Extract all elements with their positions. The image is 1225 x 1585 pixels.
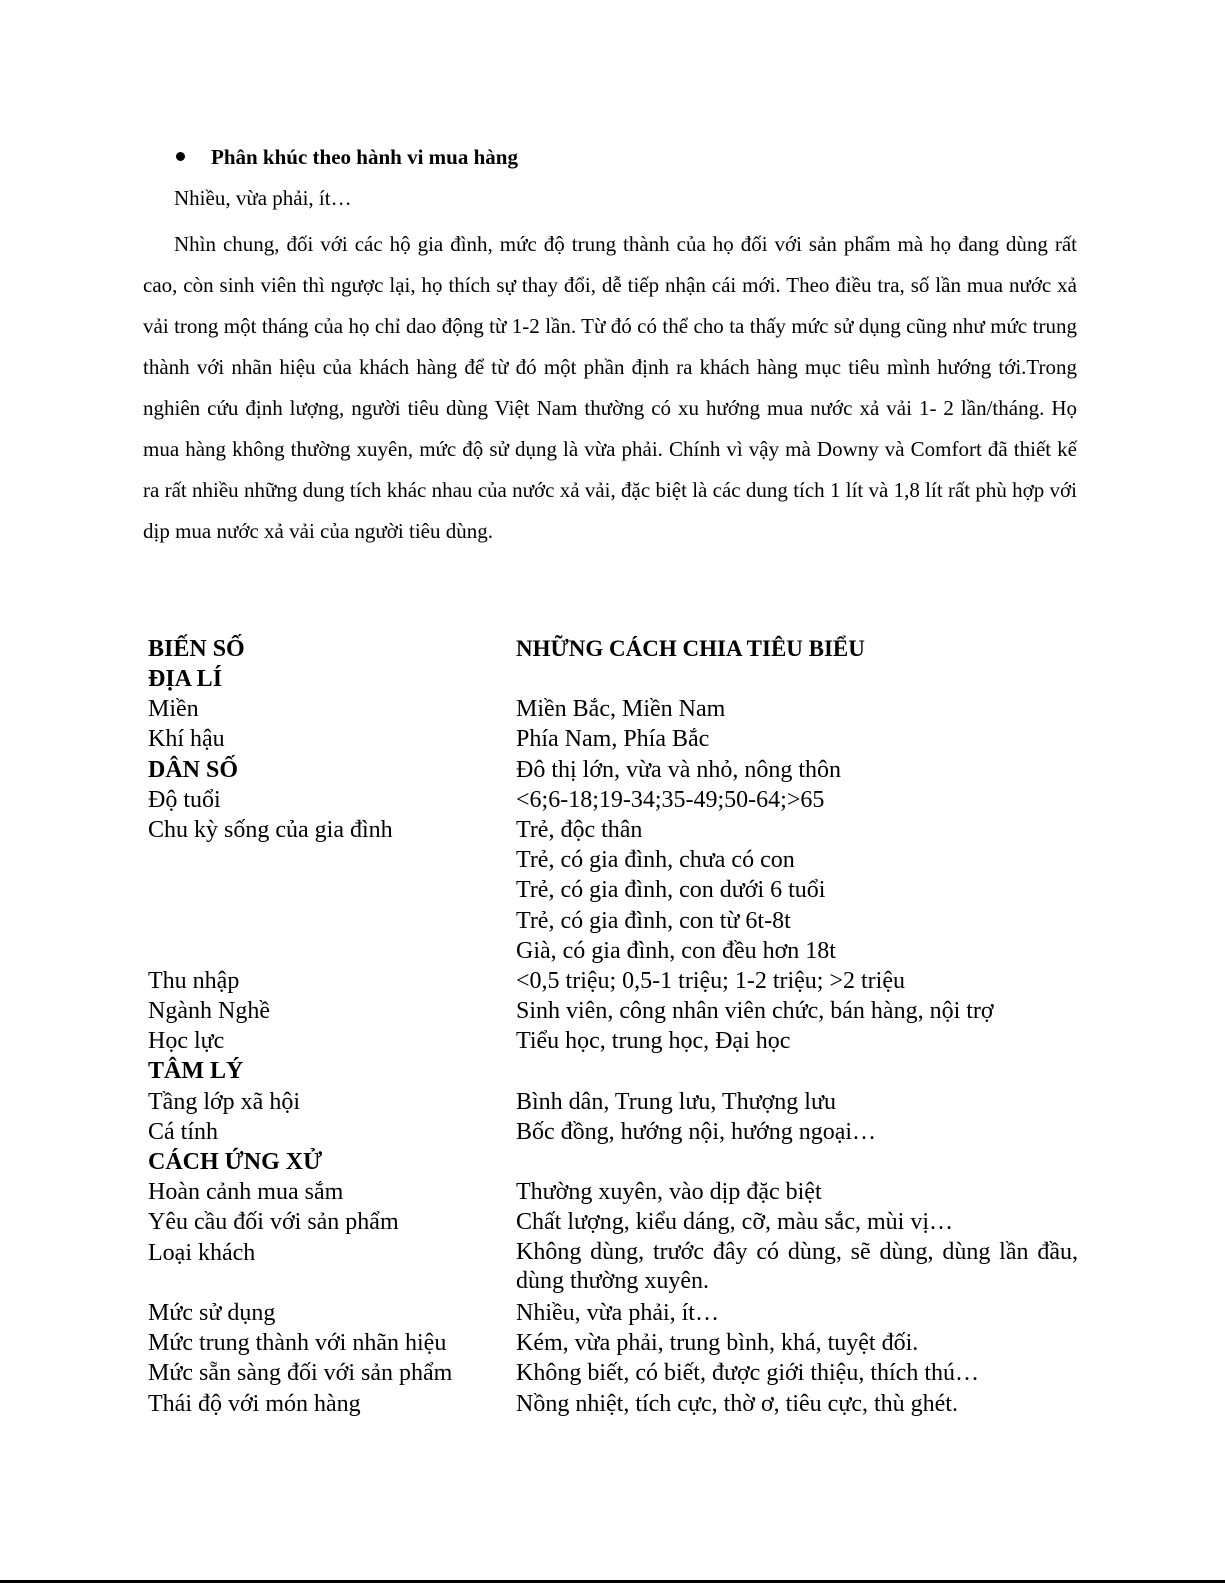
variable-cell: [148, 936, 516, 966]
table-row: [148, 1298, 1078, 1328]
table-row: [148, 1147, 1078, 1177]
table-row: [148, 1328, 1078, 1358]
table-row: [148, 785, 1078, 815]
division-cell: Kém, vừa phải, trung bình, khá, tuyệt đối.: [516, 1330, 919, 1357]
division-cell: Trẻ, có gia đình, con dưới 6 tuổi: [516, 877, 826, 904]
table-row: [148, 694, 1078, 724]
table-row: [148, 1358, 1078, 1388]
header-divisions: NHỮNG CÁCH CHIA TIÊU BIỂU: [516, 636, 865, 661]
division-cell: Trẻ, độc thân: [516, 816, 643, 843]
division-cell: Nhiều, vừa phải, ít…: [516, 1299, 719, 1326]
variable-cell: Mức trung thành với nhãn hiệu: [148, 1330, 447, 1357]
table-row: [148, 1207, 1078, 1237]
table-row: [148, 1238, 1078, 1298]
division-cell: Không dùng, trước đây có dùng, sẽ dùng, dùng lần đầu, dùng thường xuyên.: [516, 1238, 1078, 1294]
variable-cell: Tầng lớp xã hội: [148, 1088, 300, 1115]
division-cell: Tiểu học, trung học, Đại học: [516, 1028, 791, 1055]
table-row: [148, 966, 1078, 996]
division-cell: Miền Bắc, Miền Nam: [516, 696, 726, 723]
variable-cell: Yêu cầu đối với sản phẩm: [148, 1209, 399, 1236]
division-cell: Trẻ, có gia đình, con từ 6t-8t: [516, 907, 791, 934]
division-cell: Bốc đồng, hướng nội, hướng ngoại…: [516, 1118, 877, 1145]
variable-cell: Loại khách: [148, 1239, 256, 1266]
division-cell: [516, 1056, 1078, 1086]
variable-cell: Khí hậu: [148, 726, 225, 753]
division-cell: [516, 1147, 1078, 1177]
section-heading-text: Phân khúc theo hành vi mua hàng: [211, 145, 518, 169]
variable-cell: Độ tuổi: [148, 786, 221, 813]
table-row: [148, 845, 1078, 875]
table-header: [148, 634, 1078, 664]
division-cell: Già, có gia đình, con đều hơn 18t: [516, 937, 836, 964]
table-row: [148, 906, 1078, 936]
table-body: [148, 664, 1078, 1419]
bullet-icon: [176, 152, 185, 161]
variable-cell: [148, 906, 516, 936]
section-label: CÁCH ỨNG XỬ: [148, 1149, 323, 1175]
variable-cell: Thu nhập: [148, 967, 240, 994]
table-row: [148, 1177, 1078, 1207]
section-label: DÂN SỐ: [148, 756, 239, 783]
division-cell: Thường xuyên, vào dịp đặc biệt: [516, 1179, 822, 1206]
table-row: [148, 724, 1078, 754]
variable-cell: [148, 875, 516, 905]
division-cell: <6;6-18;19-34;35-49;50-64;>65: [516, 786, 825, 813]
variable-cell: Chu kỳ sống của gia đình: [148, 816, 393, 843]
variable-cell: Học lực: [148, 1028, 225, 1055]
section-heading: [176, 142, 518, 172]
section-label: ĐỊA LÍ: [148, 666, 223, 692]
segmentation-table: [148, 634, 1078, 1419]
variable-cell: Mức sử dụng: [148, 1299, 276, 1326]
variable-cell: Hoàn cảnh mua sắm: [148, 1179, 344, 1206]
division-cell: Bình dân, Trung lưu, Thượng lưu: [516, 1088, 836, 1115]
division-cell: Chất lượng, kiểu dáng, cỡ, màu sắc, mùi vị…: [516, 1209, 953, 1236]
division-cell: Trẻ, có gia đình, chưa có con: [516, 847, 795, 874]
variable-cell: [148, 845, 516, 875]
division-cell: Không biết, có biết, được giới thiệu, thích thú…: [516, 1360, 979, 1387]
variable-cell: Miền: [148, 696, 199, 723]
division-cell: Nồng nhiệt, tích cực, thờ ơ, tiêu cực, thù ghét.: [516, 1390, 958, 1417]
header-variable: BIẾN SỐ: [148, 636, 245, 662]
table-row: [148, 1056, 1078, 1086]
table-row: [148, 755, 1078, 785]
table-row: [148, 1087, 1078, 1117]
division-cell: <0,5 triệu; 0,5-1 triệu; 1-2 triệu; >2 triệu: [516, 967, 905, 994]
variable-cell: Cá tính: [148, 1118, 218, 1145]
division-cell: Phía Nam, Phía Bắc: [516, 726, 710, 753]
variable-cell: Ngành Nghề: [148, 998, 270, 1025]
section-label: TÂM LÝ: [148, 1058, 244, 1085]
division-cell: Sinh viên, công nhân viên chức, bán hàng, nội trợ: [516, 998, 994, 1025]
table-row: [148, 1389, 1078, 1419]
body-paragraph: Nhìn chung, đối với các hộ gia đình, mức độ trung thành của họ đối với sản phẩm mà họ đang dùng rất cao, còn sinh viên thì ngược lại, họ thích sự thay đổi, dễ tiếp nhận cái mới. Theo điều tra, số lần mua nước xả vải trong một tháng của họ chỉ dao động từ 1-2 lần. Từ đó có thể cho ta thấy mức sử dụng cũng như mức trung thành với nhãn hiệu của khách hàng để từ đó một phần định ra khách hàng mục tiêu mình hướng tới.Trong nghiên cứu định lượng, người tiêu dùng Việt Nam thường có xu hướng mua nước xả vải 1- 2 lần/tháng. Họ mua hàng không thường xuyên, mức độ sử dụng là vừa phải. Chính vì vậy mà Downy và Comfort đã thiết kế ra rất nhiều những dung tích khác nhau của nước xả vải, đặc biệt là các dung tích 1 lít và 1,8 lít rất phù hợp với dịp mua nước xả vải của người tiêu dùng.: [143, 232, 1077, 543]
division-cell: Đô thị lớn, vừa và nhỏ, nông thôn: [516, 756, 842, 783]
page-bottom-rule: [0, 1580, 1225, 1583]
table-row: [148, 875, 1078, 905]
table-row: [148, 1026, 1078, 1056]
table-row: [148, 996, 1078, 1026]
table-row: [148, 1117, 1078, 1147]
table-row: [148, 936, 1078, 966]
table-row: [148, 815, 1078, 845]
intro-line: Nhiều, vừa phải, ít…: [174, 186, 352, 210]
variable-cell: Thái độ với món hàng: [148, 1390, 361, 1417]
variable-cell: Mức sẵn sàng đối với sản phẩm: [148, 1360, 453, 1387]
table-row: [148, 664, 1078, 694]
division-cell: [516, 664, 1078, 694]
